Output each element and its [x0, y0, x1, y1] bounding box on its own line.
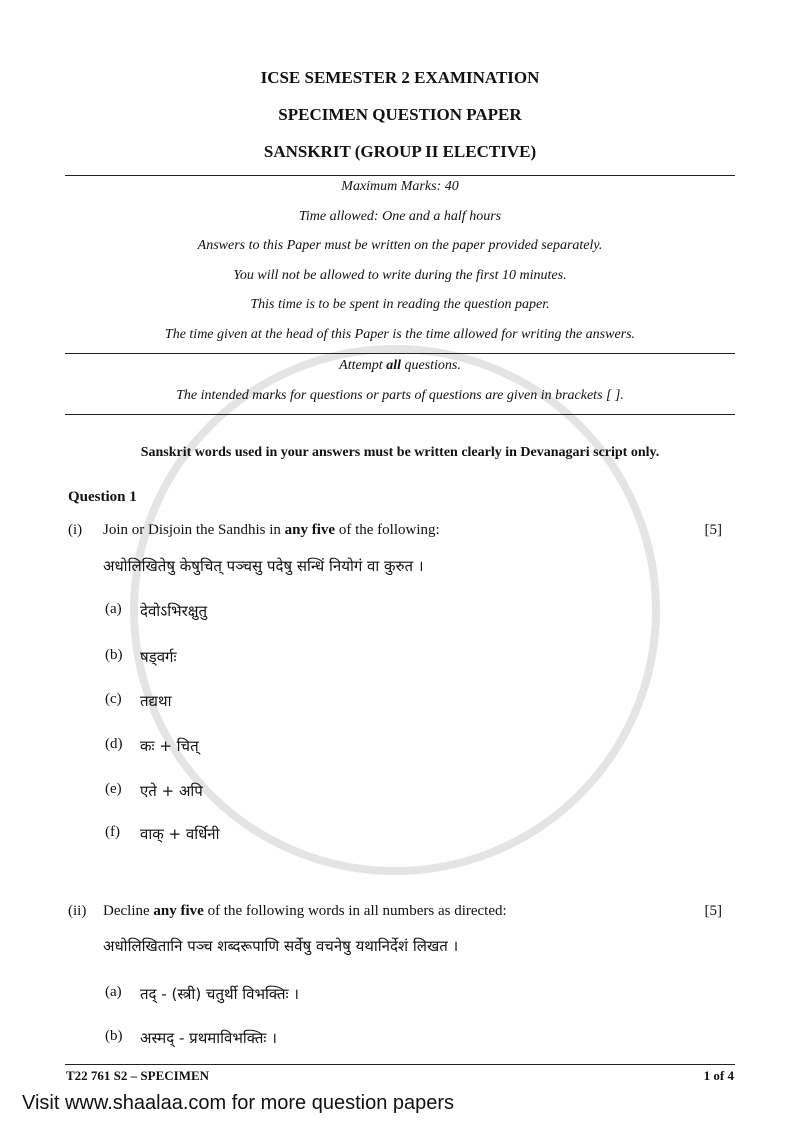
- exam-title: ICSE SEMESTER 2 EXAMINATION: [260, 68, 540, 87]
- part-instruction: Join or Disjoin the Sandhis in any five of the following:: [103, 522, 440, 538]
- instruction: You will not be allowed to write during the first 10 minutes.: [233, 268, 567, 283]
- divider: [65, 175, 735, 176]
- item-text: अस्मद् - प्रथमाविभक्तिः ।: [140, 1029, 277, 1047]
- item-text: कः + चित्: [140, 737, 199, 755]
- instruction: Time allowed: One and a half hours: [298, 209, 502, 224]
- part-number: (i): [68, 522, 83, 538]
- part-instruction: Decline any five of the following words in all numbers as directed:: [103, 903, 507, 919]
- marks: [5]: [704, 903, 722, 919]
- marks: [5]: [704, 522, 722, 538]
- item-text: तद् - (स्त्री) चतुर्थी विभक्तिः ।: [140, 985, 299, 1003]
- item-label: (b): [105, 647, 123, 663]
- instruction: Answers to this Paper must be written on the paper provided separately.: [197, 238, 603, 253]
- sanskrit-instruction: अधोलिखितानि पञ्च शब्दरूपाणि सर्वेषु वचनेषु यथानिर्देशं लिखत ।: [103, 937, 459, 955]
- script-note: Sanskrit words used in your answers must be written clearly in Devanagari script only.: [140, 445, 660, 460]
- instruction: Maximum Marks: 40: [341, 179, 459, 194]
- item-text: देवोऽभिरक्षुतु: [140, 602, 208, 620]
- paper-code: T22 761 S2 – SPECIMEN: [66, 1068, 210, 1083]
- attempt-note: Attempt all questions.: [339, 358, 461, 373]
- item-label: (c): [105, 691, 122, 707]
- visit-note: Visit www.shaalaa.com for more question papers: [22, 1092, 455, 1114]
- subject-title: SANSKRIT (GROUP II ELECTIVE): [263, 142, 537, 161]
- paper-title: SPECIMEN QUESTION PAPER: [278, 105, 522, 124]
- item-label: (a): [105, 984, 122, 1000]
- sanskrit-instruction: अधोलिखितेषु केषुचित् पञ्चसु पदेषु सन्धिं नियोगं वा कुरुत ।: [103, 557, 424, 575]
- divider: [65, 414, 735, 415]
- item-text: एते + अपि: [140, 782, 203, 800]
- part-number: (ii): [68, 903, 87, 919]
- divider: [65, 353, 735, 354]
- question-title: Question 1: [68, 489, 137, 505]
- item-text: वाक् + वर्धिनी: [140, 825, 220, 843]
- marks-note: The intended marks for questions or parts of questions are given in brackets [ ].: [176, 388, 624, 403]
- instruction: This time is to be spent in reading the question paper.: [250, 297, 550, 312]
- item-label: (f): [105, 824, 120, 840]
- item-label: (a): [105, 601, 122, 617]
- item-label: (b): [105, 1028, 123, 1044]
- item-label: (d): [105, 736, 123, 752]
- page-number: 1 of 4: [703, 1068, 734, 1083]
- footer-divider: [65, 1064, 735, 1065]
- item-text: तद्यथा: [140, 692, 172, 710]
- item-text: षड्वर्गः: [140, 648, 177, 666]
- item-label: (e): [105, 781, 122, 797]
- watermark-circle: [130, 345, 660, 875]
- instruction: The time given at the head of this Paper is the time allowed for writing the answers.: [164, 327, 636, 342]
